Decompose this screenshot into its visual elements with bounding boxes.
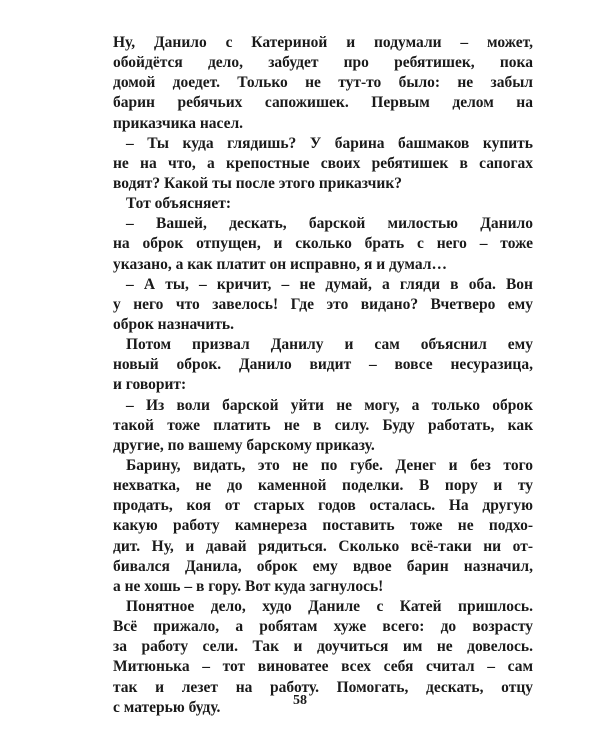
text-line: дит. Ну, и давай рядиться. Сколько всё-таки ни от-: [113, 537, 533, 555]
text-line: продать, коя от старых годов осталась. На другую: [113, 497, 533, 515]
text-line: – Ты куда глядишь? У барина башмаков купить: [126, 134, 533, 152]
text-line: а не хошь – в гору. Вот куда загнулось!: [113, 577, 384, 595]
text-line: – Из воли барской уйти не могу, а только оброк: [126, 396, 533, 414]
text-line: Митюнька – тот виноватее всех себя считал – сам: [113, 658, 533, 676]
text-line: за работу сели. Так и доучиться им не довелось.: [113, 638, 533, 656]
text-line: у него что завелось! Где это видано? Вчетверо ему: [113, 295, 533, 313]
text-line: и говорит:: [113, 376, 187, 394]
text-line: Всё прижало, а робятам хуже всего: до возрасту: [113, 618, 533, 636]
text-line: так и лезет на работу. Помогать, дескать, отцу: [113, 678, 533, 696]
text-line: такой тоже платить не в силу. Буду работать, как: [113, 416, 533, 434]
text-line: – А ты, – кричит, – не думай, а гляди в оба. Вон: [126, 275, 533, 293]
text-line: оброк назначить.: [113, 315, 235, 333]
text-line: какую работу камнереза поставить тоже не подхо-: [113, 517, 533, 535]
text-line: бивался Данила, оброк ему вдвое барин назначил,: [113, 557, 533, 575]
text-line: Понятное дело, худо Даниле с Катей пришлось.: [126, 597, 533, 615]
text-line: домой доедет. Только не тут-то было: не забыл: [113, 74, 533, 92]
text-line: Барину, видать, это не по губе. Денег и без того: [126, 456, 533, 474]
text-line: барин ребячьих сапожишек. Первым делом на: [113, 94, 533, 112]
text-line: Ну, Данило с Катериной и подумали – может,: [113, 34, 533, 51]
text-line: новый оброк. Данило видит – вовсе несуразица,: [113, 356, 533, 374]
text-line: Тот объясняет:: [126, 195, 232, 213]
text-line: водят? Какой ты после этого приказчик?: [113, 174, 403, 192]
text-line: на оброк отпущен, и сколько брать с него – тоже: [113, 235, 533, 253]
page-number: 58: [293, 693, 307, 708]
text-line: приказчика насел.: [113, 114, 244, 132]
text-line: Потом призвал Данилу и сам объяснил ему: [126, 336, 533, 354]
text-line: обойдётся дело, забудет про ребятишек, пока: [113, 54, 533, 72]
text-line: не на что, а крепостные своих ребятишек в сапогах: [113, 154, 533, 172]
text-line: – Вашей, дескать, барской милостью Данило: [126, 215, 533, 233]
text-line: нехватка, не до каменной поделки. В пору и ту: [113, 477, 533, 495]
text-line: другие, по вашему барскому приказу.: [113, 436, 375, 454]
text-line: указано, а как платит он исправно, я и думал…: [113, 255, 447, 273]
page-text: [113, 33, 533, 718]
text-line: с матерью буду.: [113, 698, 221, 716]
